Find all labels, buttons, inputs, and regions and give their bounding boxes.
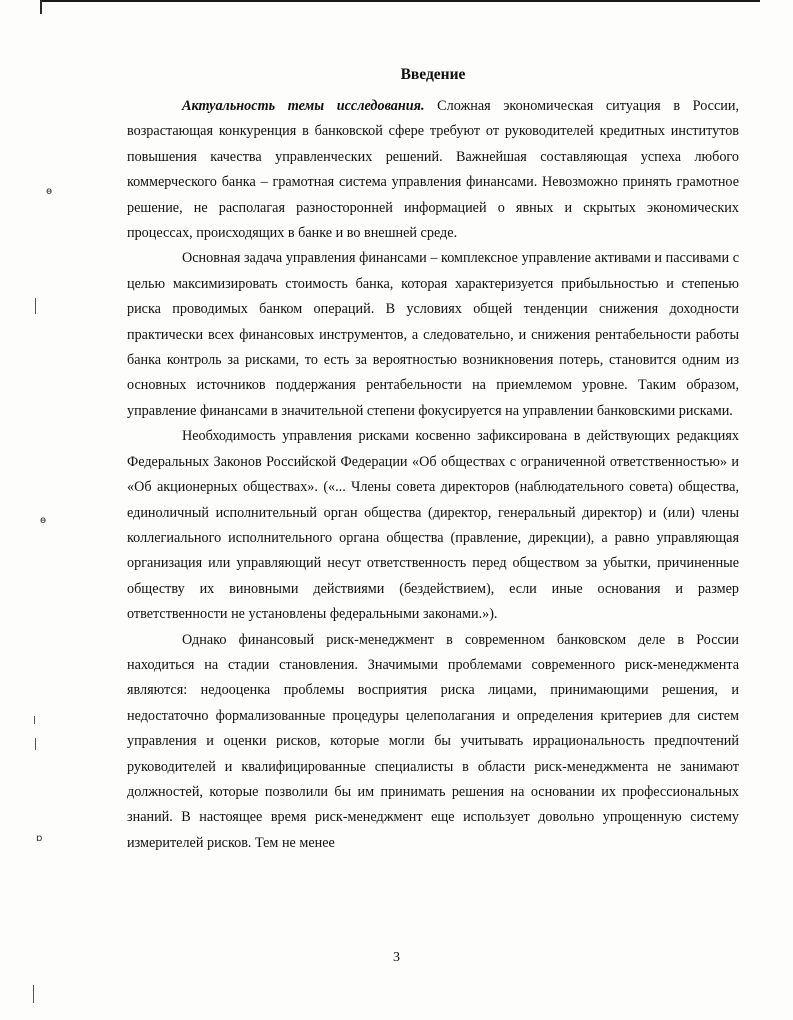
binding-hole-mark: ɵ xyxy=(46,186,53,197)
paragraph: Однако финансовый риск-менеджмент в современном банковском деле в России находиться на стадии становления. Значимыми проблемами современного риск-менеджмента являются: недооценка проблемы восприятия риска лицами, принимающими решения, и недостаточно формализованные процедуры целеполагания и определения критериев для систем управления и оценки рисков, которые могли бы учитывать иррациональность предпочтений руководителей и квалифицированные специалисты в области риск-менеджмента не занимают должностей, которые позволили бы им принимать решения на основании их профессиональных знаний. В настоящее время риск-менеджмент еще использует довольно упрощенную систему измерителей рисков. Тем не менее xyxy=(127,631,739,851)
page-number: 3 xyxy=(393,950,400,965)
document-body xyxy=(127,64,739,856)
scan-top-edge xyxy=(40,0,760,2)
paragraph: Основная задача управления финансами – комплексное управление активами и пассивами с целью максимизировать стоимость банка, которая характеризуется прибыльностью и степенью риска проводимых банком операций. В условиях общей тенденции снижения доходности практически всех финансовых инструментов, а следовательно, и снижения рентабельности работы банка контроль за рисками, то есть за вероятностью возникновения потерь, становится одним из основных источников поддержания рентабельности на приемлемом уровне. Таким образом, управление финансами в значительной степени фокусируется на управлении банковскими рисками. xyxy=(127,250,739,419)
page-title: Введение xyxy=(400,66,466,83)
scan-margin-line xyxy=(33,985,34,1003)
binding-hole-mark: ɵ xyxy=(40,515,47,526)
scan-margin-line xyxy=(35,738,36,750)
paragraph-text: Сложная экономическая ситуация в России, возрастающая конкуренция в банковской сфере требуют от руководителей кредитных институтов повышения качества управленческих решений. Важнейшая составляющая успеха любого коммерческого банка – грамотная система управления финансами. Невозможно принять грамотное решение, не располагая разносторонней информацией о явных и скрытых экономических процессах, происходящих в банке и во внешней среде. xyxy=(127,98,739,242)
scan-corner-mark xyxy=(40,0,42,14)
scan-margin-line xyxy=(35,298,36,314)
paragraph-lead: Актуальность темы исследования. xyxy=(182,98,425,114)
paragraph xyxy=(127,94,739,246)
paragraph: Необходимость управления рисками косвенно зафиксирована в действующих редакциях Федеральных Законов Российской Федерации «Об обществах с ограниченной ответственностью» и «Об акционерных обществах». («... Члены совета директоров (наблюдательного совета) общества, единоличный исполнительный орган общества (директор, генеральный директор) и (или) члены коллегиального исполнительного органа общества (правление, дирекции), а равно управляющая организация или управляющий несут ответственность перед обществом за убытки, причиненные обществу их виновными действиями (бездействием), если иные основания и размер ответственности не установлены федеральными законами.»). xyxy=(127,428,739,623)
scan-margin-line xyxy=(34,716,35,724)
binding-hole-mark: ɒ xyxy=(36,833,43,844)
